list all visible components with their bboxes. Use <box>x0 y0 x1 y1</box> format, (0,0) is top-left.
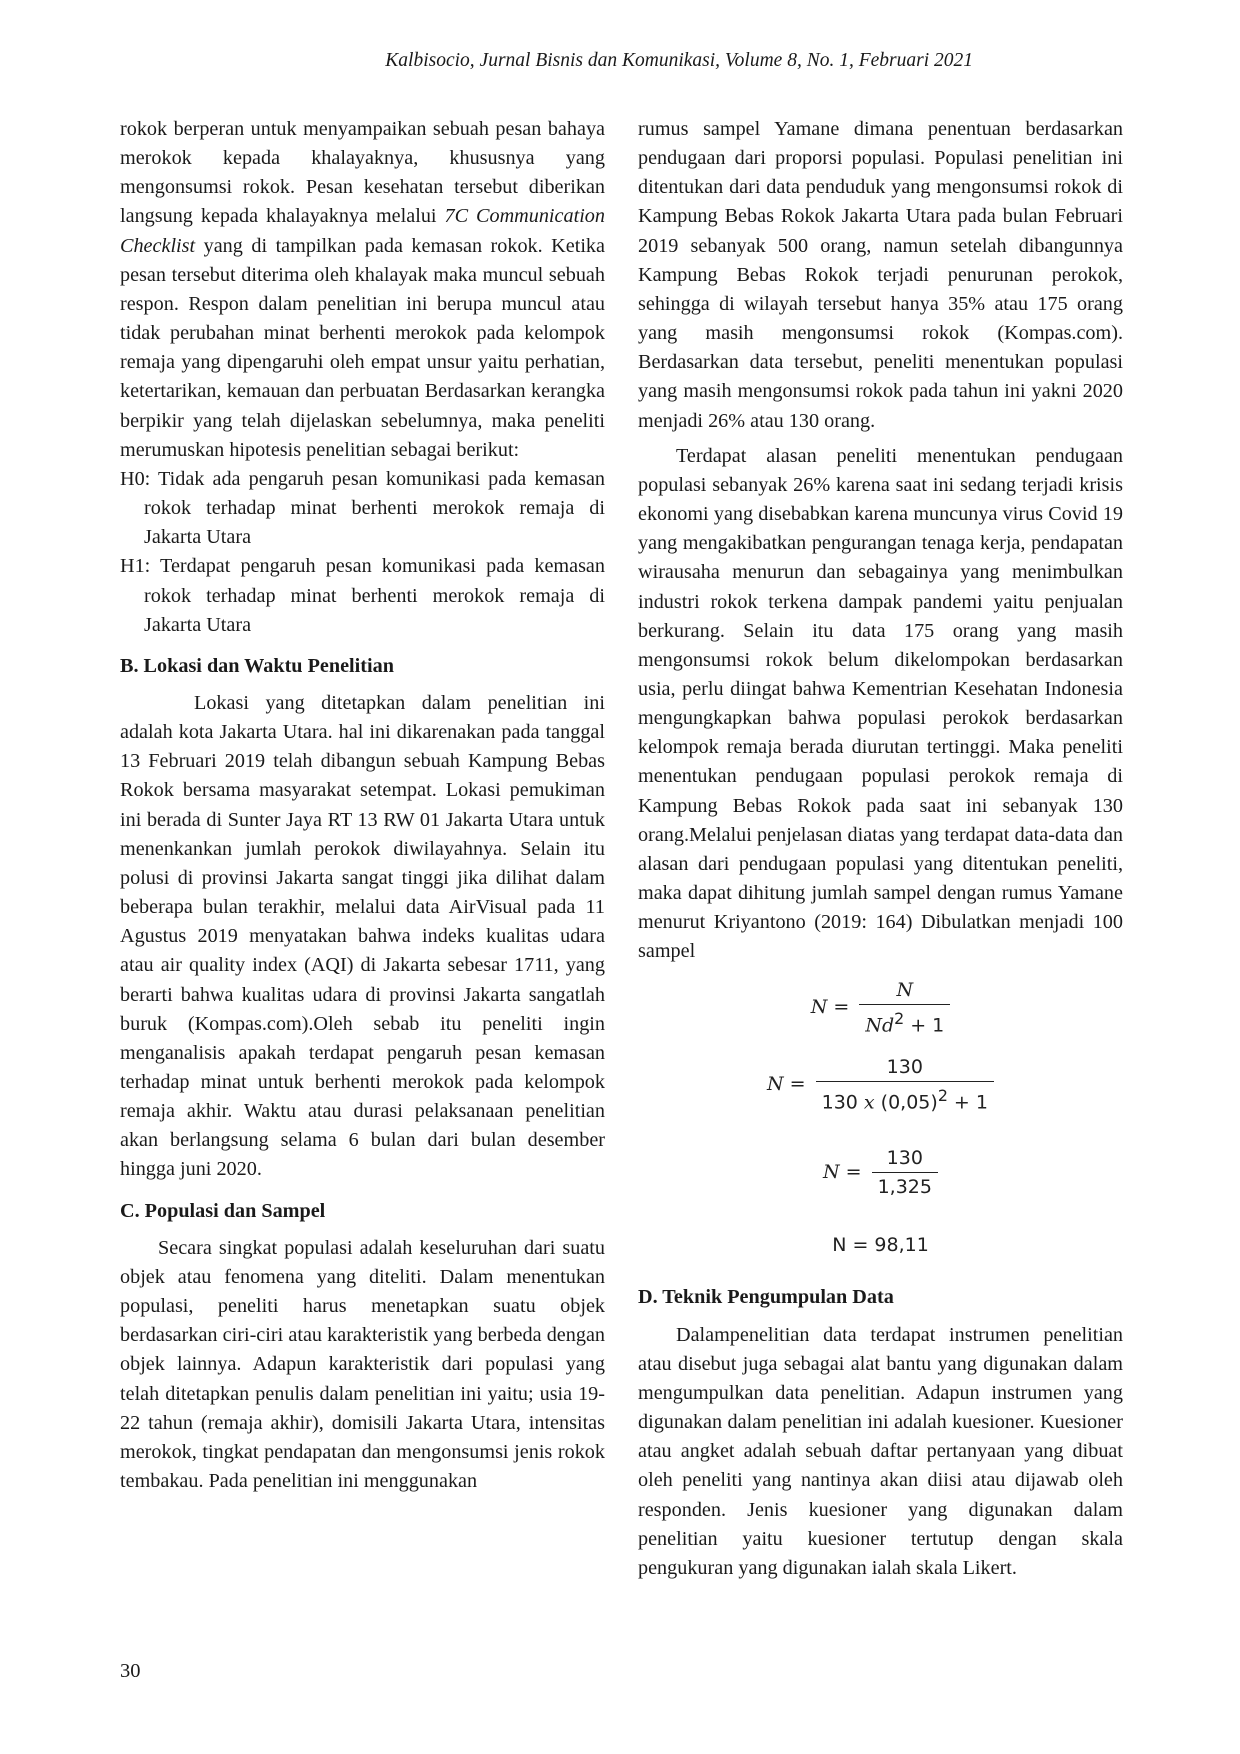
population-paragraph: rumus sampel Yamane dimana penentuan berdasarkan pendugaan dari proporsi populasi. Populasi penelitian ini ditentukan dari data penduduk yang mengonsumsi rokok di Kampung Bebas Rokok Jakarta Utara pada bulan Februari 2019 sebanyak 500 orang, namun setelah dibangunnya Kampung Bebas Rokok terjadi penurunan perokok, sehingga di wilayah tersebut hanya 35% atau 175 orang yang masih mengonsumsi rokok (Kompas.com). Berdasarkan data tersebut, peneliti menentukan populasi yang masih mengonsumsi rokok pada tahun ini yakni 2020 menjadi 26% atau 130 orang. <box>638 118 1123 432</box>
formula-simplified: N = $\frac{130}{1,325}$ <box>638 1133 1123 1213</box>
formula-general: N = $\frac{N}{Nd^2 + 1}$ <box>638 971 1123 1045</box>
intro-paragraph: rokok berperan untuk menyampaikan sebuah pesan bahaya merokok kepada khalayaknya, khususnya yang mengonsumsi rokok. Pesan kesehatan tersebut diberikan langsung kepada khalayaknya melalui 7C Communication Checklist yang di tampilkan pada kemasan rokok. Ketika pesan tersebut diterima oleh khalayak maka muncul sebuah respon. Respon dalam penelitian ini berupa muncul atau tidak perubahan minat berhenti merokok pada kelompok remaja yang dipengaruhi oleh empat unsur yaitu perhatian, ketertarikan, kemauan dan perbuatan Berdasarkan kerangka berpikir yang telah dijelaskan sebelumnya, maka peneliti merumuskan hipotesis penelitian sebagai berikut: <box>120 118 605 461</box>
section-b-paragraph: Lokasi yang ditetapkan dalam penelitian ini adalah kota Jakarta Utara. hal ini dikarenakan pada tanggal 13 Februari 2019 telah dibangun sebuah Kampung Bebas Rokok bersama masyarakat setempat. Lokasi pemukiman ini berada di Sunter Jaya RT 13 RW 01 Jakarta Utara untuk menenkankan jumlah perokok diwilayahnya. Selain itu polusi di provinsi Jakarta sangat tinggi jika dilihat dalam beberapa bulan terakhir, melalui data AirVisual pada 11 Agustus 2019 menyatakan bahwa indeks kualitas udara atau air quality index (AQI) di Jakarta sebesar 1711, yang berarti bahwa kualitas udara di provinsi Jakarta sangatlah buruk (Kompas.com).Oleh sebab itu peneliti ingin menganalisis apakah terdapat pengaruh pesan kemasan terhadap minat untuk berhenti merokok pada kelompok remaja akhir. Waktu atau durasi pelaksanaan penelitian akan berlangsung selama 6 bulan dari bulan desember hingga juni 2020. <box>120 691 605 1181</box>
formula-substituted: N = $\frac{130}{130 x (0,05)^2 + 1}$ <box>638 1045 1123 1125</box>
intro-italic-term: 7C Communication Checklist <box>120 205 605 257</box>
section-d-paragraph: Dalampenelitian data terdapat instrumen penelitian atau disebut juga sebagai alat bantu yang digunakan dalam mengumpulkan data penelitian. Adapun instrumen yang digunakan dalam penelitian ini adalah kuesioner. Kuesioner atau angket adalah sebuah daftar pertanyaan yang dibuat oleh peneliti yang nantinya akan diisi atau dijawab oleh responden. Jenis kuesioner yang digunakan dalam penelitian yaitu kuesioner tertutup dengan skala pengukuran yang digunakan ialah skala Likert. <box>638 1323 1123 1579</box>
left-column <box>120 115 605 1496</box>
section-d-heading: D. Teknik Pengumpulan Data <box>638 1285 894 1308</box>
section-c-heading: C. Populasi dan Sampel <box>120 1199 326 1222</box>
estimation-paragraph: Terdapat alasan peneliti menentukan pendugaan populasi sebanyak 26% karena saat ini sedang terjadi krisis ekonomi yang disebabkan karena muncunya virus Covid 19 yang mengakibatkan pengurangan tenaga kerja, pendapatan wirausaha menurun dan sebagainya yang menimbulkan industri rokok terkena dampak pandemi yaitu penjualan berkurang. Selain itu data 175 orang yang masih mengonsumsi rokok belum dikelompokan berdasarkan usia, perlu diingat bahwa Kementrian Kesehatan Indonesia mengungkapkan bahwa populasi perokok berdasarkan kelompok remaja berada diurutan tertinggi. Maka peneliti menentukan pendugaan populasi perokok remaja di Kampung Bebas Rokok pada saat ini sebanyak 130 orang.Melalui penjelasan diatas yang terdapat data-data dan alasan dari pendugaan populasi yang ditentukan peneliti, maka dapat dihitung jumlah sampel dengan rumus Yamane menurut Kriyantono (2019: 164) Dibulatkan menjadi 100 sampel <box>638 444 1123 963</box>
formula-result: N = 98,11 <box>832 1233 929 1256</box>
yamane-formula-block <box>638 971 1123 1269</box>
right-column <box>638 115 1123 1583</box>
running-header: Kalbisocio, Jurnal Bisnis dan Komunikasi, Volume 8, No. 1, Februari 2021 <box>385 50 973 71</box>
page-number: 30 <box>120 1660 141 1682</box>
section-c-paragraph: Secara singkat populasi adalah keseluruhan dari suatu objek atau fenomena yang diteliti. Dalam menentukan populasi, peneliti harus menetapkan suatu objek berdasarkan ciri-ciri atau karakteristik yang berbeda dengan objek lainnya. Adapun karakteristik dari populasi yang telah ditetapkan penulis dalam penelitian ini yaitu; usia 19-22 tahun (remaja akhir), domisili Jakarta Utara, intensitas merokok, tingkat pendapatan dan mengonsumsi jenis rokok tembakau. Pada penelitian ini menggunakan <box>120 1236 605 1493</box>
section-b-heading: B. Lokasi dan Waktu Penelitian <box>120 654 394 677</box>
hypothesis-h1: H1: Terdapat pengaruh pesan komunikasi pada kemasan rokok terhadap minat berhenti merokok remaja di Jakarta Utara <box>120 555 605 636</box>
hypothesis-h0: H0: Tidak ada pengaruh pesan komunikasi pada kemasan rokok terhadap minat berhenti merokok remaja di Jakarta Utara <box>120 467 605 549</box>
